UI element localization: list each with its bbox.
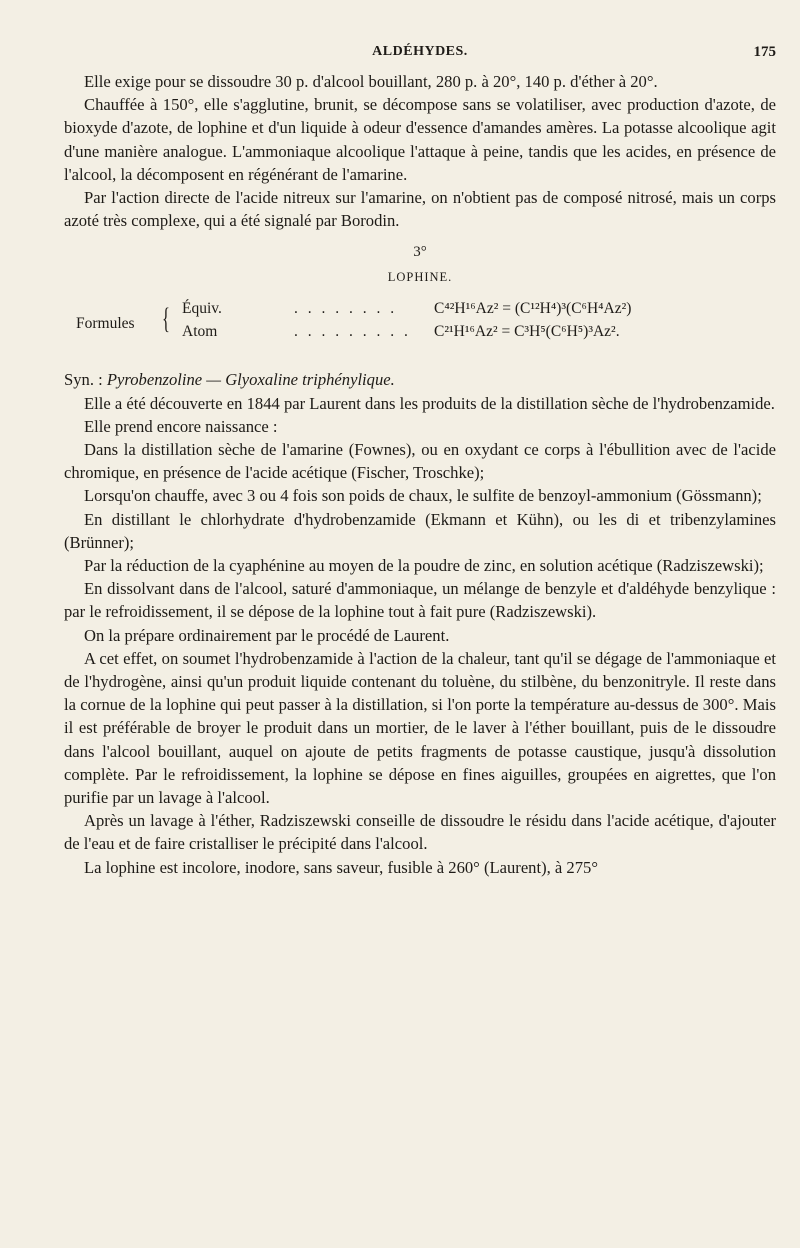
paragraph: Par la réduction de la cyaphénine au moyen de la poudre de zinc, en solution acétique (Radziszewski);: [84, 556, 764, 576]
running-title: ALDÉHYDES.: [372, 44, 468, 59]
formula-leader: . . . . . . . . .: [294, 323, 411, 341]
paragraph: Elle exige pour se dissoudre 30 p. d'alcool bouillant, 280 p. à 20°, 140 p. d'éther à 20°.: [84, 72, 658, 91]
synonyms-prefix: Syn. :: [64, 370, 103, 390]
paragraph: La lophine est incolore, inodore, sans saveur, fusible à 260° (Laurent), à 275°: [84, 857, 598, 877]
section-title: LOPHINE.: [387, 270, 453, 285]
synonym-separator: —: [202, 370, 226, 390]
paragraph: Chauffée à 150°, elle s'agglutine, brunit, se décompose sans se volatiliser, avec production d'azote, de bioxyde d'azote, de lophine et d'un liquide à odeur d'essence d'amandes amères. La potasse alcoolique agit d'une manière analogue. L'ammoniaque alcoolique l'attaque à peine, tandis que les acides, en présence de l'alcool, la décomposent en régénérant de l'amarine.: [64, 95, 776, 184]
paragraph: Après un lavage à l'éther, Radziszewski conseille de dissoudre le résidu dans l'acide acétique, d'ajouter de l'eau et de faire cristalliser le précipité dans l'alcool.: [64, 811, 776, 854]
body-text: [64, 70, 776, 879]
formula-block: [64, 298, 776, 354]
synonym-glyoxaline: Glyoxaline triphénylique.: [225, 370, 395, 390]
paragraph: Elle prend encore naissance :: [84, 416, 278, 436]
formula-label: Formules: [76, 315, 135, 333]
formula-leader: . . . . . . . .: [294, 300, 398, 318]
paragraph: A cet effet, on soumet l'hydrobenzamide à l'action de la chaleur, tant qu'il se dégage de l'ammoniaque et de l'hydrogène, ainsi qu'un produit liquide contenant du toluène, du stilbène, du benzonitryle. Il reste dans la cornue de la lophine qui peut passer à la distillation, si l'on porte la température au-dessus de 300°. Mais il est préférable de broyer le produit dans un mortier, de le laver à l'éther bouillant, puis de le dissoudre dans l'alcool bouillant, auquel on ajoute de petits fragments de potasse caustique, jusqu'à dissolution complète. Par le refroidissement, la lophine se dépose en fines aiguilles, groupées en aigrettes, que l'on purifie par un lavage à l'alcool.: [64, 648, 776, 808]
paragraph: En distillant le chlorhydrate d'hydrobenzamide (Ekmann et Kühn), ou les di et tribenzylamines (Brünner);: [64, 509, 776, 552]
page-header: [64, 44, 776, 66]
paragraph: En dissolvant dans de l'alcool, saturé d'ammoniaque, un mélange de benzyle et d'aldéhyde benzylique : par le refroidissement, il se dépose de la lophine tout à fait pure (Radziszewski).: [64, 579, 776, 622]
page-number: 175: [753, 44, 776, 60]
synonyms-line: [64, 368, 776, 391]
section-number: 3°: [413, 244, 427, 261]
formula-value: C⁴²H¹⁶Az² = (C¹²H⁴)³(C⁶H⁴Az²): [434, 300, 632, 318]
formula-row-atom: [182, 323, 620, 345]
brace-icon: {: [162, 302, 170, 336]
formula-row-equiv: [182, 300, 631, 322]
formula-value: C²¹H¹⁶Az² = C³H⁵(C⁶H⁵)³Az².: [434, 323, 620, 341]
paragraph: Dans la distillation sèche de l'amarine (Fownes), ou en oxydant ce corps à l'ébullition avec de l'acide chromique, en présence de l'acide acétique (Fischer, Troschke);: [64, 440, 776, 483]
paragraph: On la prépare ordinairement par le procédé de Laurent.: [84, 625, 450, 645]
formula-name: Atom: [182, 323, 218, 341]
paragraph: Par l'action directe de l'acide nitreux sur l'amarine, on n'obtient pas de composé nitrosé, mais un corps azoté très complexe, qui a été signalé par Borodin.: [64, 188, 776, 231]
paragraph: Lorsqu'on chauffe, avec 3 ou 4 fois son poids de chaux, le sulfite de benzoyl-ammonium (Gössmann);: [84, 486, 762, 506]
paragraph: Elle a été découverte en 1844 par Laurent dans les produits de la distillation sèche de l'hydrobenzamide.: [84, 393, 775, 413]
synonym-pyrobenzoline: Pyrobenzoline: [106, 370, 203, 390]
formula-name: Équiv.: [182, 300, 222, 318]
